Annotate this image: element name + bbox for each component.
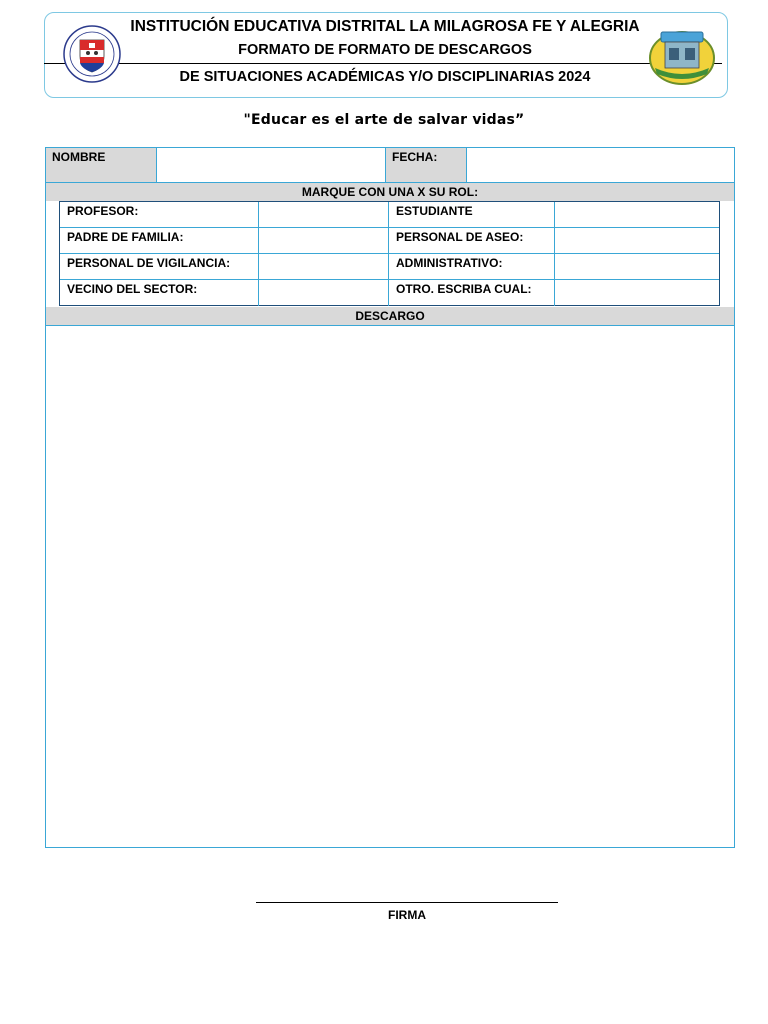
header-title-line1: INSTITUCIÓN EDUCATIVA DISTRITAL LA MILAGROSA FE Y ALEGRIA: [130, 18, 640, 35]
descargo-heading: DESCARGO: [46, 307, 734, 326]
table-row: [60, 202, 719, 228]
role-mark-padre-de-familia[interactable]: [259, 228, 389, 253]
role-mark-personal-de-vigilancia[interactable]: [259, 254, 389, 279]
role-label-personal-de-aseo: PERSONAL DE ASEO:: [389, 228, 555, 253]
fe-y-alegria-emblem-icon: [647, 24, 717, 86]
role-label-vecino-del-sector: VECINO DEL SECTOR:: [60, 280, 259, 306]
role-table: [59, 201, 720, 306]
role-label-administrativo: ADMINISTRATIVO:: [389, 254, 555, 279]
role-label-personal-de-vigilancia: PERSONAL DE VIGILANCIA:: [60, 254, 259, 279]
role-mark-profesor[interactable]: [259, 202, 389, 227]
header-rule: [44, 63, 722, 64]
signature-line[interactable]: [256, 902, 558, 903]
school-shield-logo-icon: [62, 24, 122, 84]
role-label-profesor: PROFESOR:: [60, 202, 259, 227]
role-label-padre-de-familia: PADRE DE FAMILIA:: [60, 228, 259, 253]
nombre-field[interactable]: [157, 148, 386, 183]
role-label-otro: OTRO. ESCRIBA CUAL:: [389, 280, 555, 306]
motto: "Educar es el arte de salvar vidas”: [243, 112, 525, 128]
fecha-field[interactable]: [467, 148, 734, 183]
descargo-form: [45, 147, 735, 848]
fecha-label: FECHA:: [386, 148, 467, 183]
signature-label: FIRMA: [388, 908, 426, 922]
table-row: [60, 228, 719, 254]
role-mark-otro[interactable]: [555, 280, 719, 306]
rol-heading: MARQUE CON UNA X SU ROL:: [46, 183, 734, 201]
role-mark-administrativo[interactable]: [555, 254, 719, 279]
role-mark-estudiante[interactable]: [555, 202, 719, 227]
role-label-estudiante: ESTUDIANTE: [389, 202, 555, 227]
descargo-text-area[interactable]: [46, 326, 734, 847]
table-row: [60, 254, 719, 280]
table-row: [60, 280, 719, 306]
header-title-line2: FORMATO DE FORMATO DE DESCARGOS: [238, 42, 532, 58]
role-mark-personal-de-aseo[interactable]: [555, 228, 719, 253]
nombre-label: NOMBRE: [46, 148, 157, 183]
role-mark-vecino-del-sector[interactable]: [259, 280, 389, 306]
header-title-line3: DE SITUACIONES ACADÉMICAS Y/O DISCIPLINARIAS 2024: [179, 69, 591, 85]
